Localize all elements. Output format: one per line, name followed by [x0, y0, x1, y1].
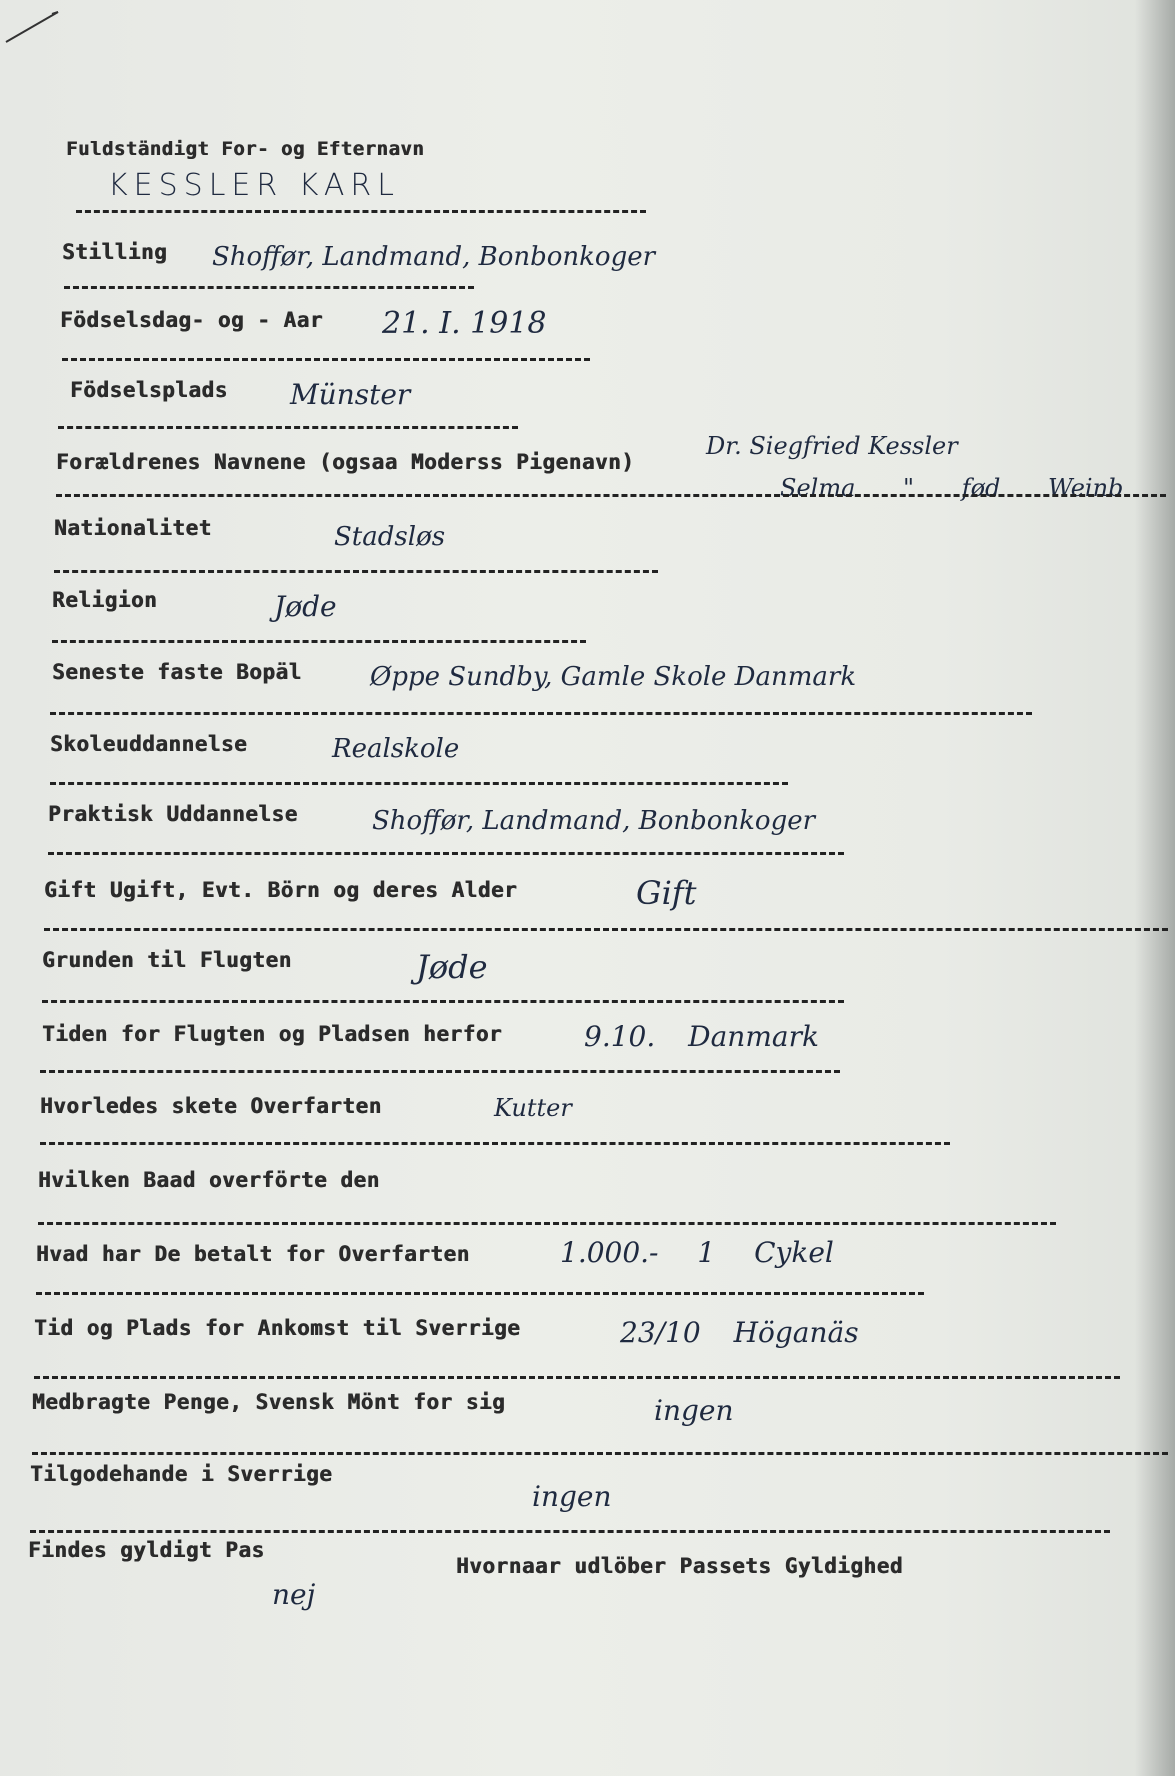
underline-assets-sweden [30, 1530, 1110, 1533]
label-valid-passport: Findes gyldigt Pas [28, 1538, 265, 1562]
value-full-name: KESSLER KARL [108, 168, 400, 203]
label-payment: Hvad har De betalt for Overfarten [36, 1242, 470, 1266]
underline-money-brought [32, 1452, 1168, 1455]
label-parents: Forældrenes Navnene (ogsaa Moderss Pigenavn) [56, 450, 635, 474]
label-crossing-method: Hvorledes skete Overfarten [40, 1094, 382, 1118]
underline-full-name [76, 210, 646, 213]
underline-parents [56, 494, 1166, 497]
underline-practical-education [48, 852, 844, 855]
value-payment: 1.000.- 1 Cykel [560, 1236, 834, 1269]
underline-boat [38, 1222, 1056, 1225]
underline-nationality [54, 570, 658, 573]
label-assets-sweden: Tilgodehande i Sverrige [30, 1462, 333, 1486]
underline-time-of-flight [40, 1070, 840, 1073]
underline-occupation [64, 286, 474, 289]
value-birthplace: Münster [290, 378, 411, 411]
value-assets-sweden: ingen [532, 1480, 612, 1513]
label-occupation: Stilling [62, 240, 168, 264]
underline-marital-status [44, 928, 1168, 931]
value-parents-mother: Selma " fød Weinb [780, 474, 1124, 502]
label-reason-for-flight: Grunden til Flugten [42, 948, 292, 972]
label-birth-date: Födselsdag- og - Aar [60, 308, 323, 332]
value-valid-passport: nej [272, 1578, 316, 1611]
label-nationality: Nationalitet [54, 516, 212, 540]
value-marital-status: Gift [636, 874, 697, 912]
value-nationality: Stadsløs [334, 522, 446, 552]
value-birth-date: 21. I. 1918 [382, 306, 547, 341]
label-religion: Religion [52, 588, 158, 612]
label-money-brought: Medbragte Penge, Svensk Mönt for sig [32, 1390, 506, 1414]
underline-payment [36, 1292, 924, 1295]
label-practical-education: Praktisk Uddannelse [48, 802, 298, 826]
value-time-of-flight: 9.10. Danmark [584, 1020, 819, 1053]
value-reason-for-flight: Jøde [416, 948, 488, 986]
value-parents-father: Dr. Siegfried Kessler [706, 432, 958, 460]
underline-arrival [34, 1376, 1120, 1379]
value-school-education: Realskole [332, 734, 460, 764]
corner-pencil-mark [4, 8, 64, 44]
value-last-residence: Øppe Sundby, Gamle Skole Danmark [370, 662, 857, 692]
underline-school-education [50, 782, 788, 785]
page-edge-shadow [1135, 0, 1175, 1776]
value-religion: Jøde [274, 590, 337, 623]
underline-reason-for-flight [42, 1000, 844, 1003]
underline-birth-date [62, 358, 590, 361]
value-money-brought: ingen [654, 1394, 734, 1427]
label-boat: Hvilken Baad overförte den [38, 1168, 380, 1192]
value-arrival: 23/10 Höganäs [620, 1316, 859, 1349]
underline-last-residence [50, 712, 1032, 715]
label-last-residence: Seneste faste Bopäl [52, 660, 302, 684]
label-school-education: Skoleuddannelse [50, 732, 248, 756]
label-arrival: Tid og Plads for Ankomst til Sverrige [34, 1316, 521, 1340]
label-birthplace: Födselsplads [70, 378, 228, 402]
label-passport-expiry: Hvornaar udlöber Passets Gyldighed [456, 1554, 903, 1578]
underline-religion [52, 640, 586, 643]
value-occupation: Shoffør, Landmand, Bonbonkoger [212, 242, 656, 272]
value-crossing-method: Kutter [494, 1094, 572, 1122]
underline-crossing-method [40, 1142, 950, 1145]
value-practical-education: Shoffør, Landmand, Bonbonkoger [372, 806, 816, 836]
label-full-name: Fuldständigt For- og Efternavn [66, 138, 425, 160]
underline-birthplace [58, 426, 518, 429]
label-marital-status: Gift Ugift, Evt. Börn og deres Alder [44, 878, 518, 902]
label-time-of-flight: Tiden for Flugten og Pladsen herfor [42, 1022, 503, 1046]
